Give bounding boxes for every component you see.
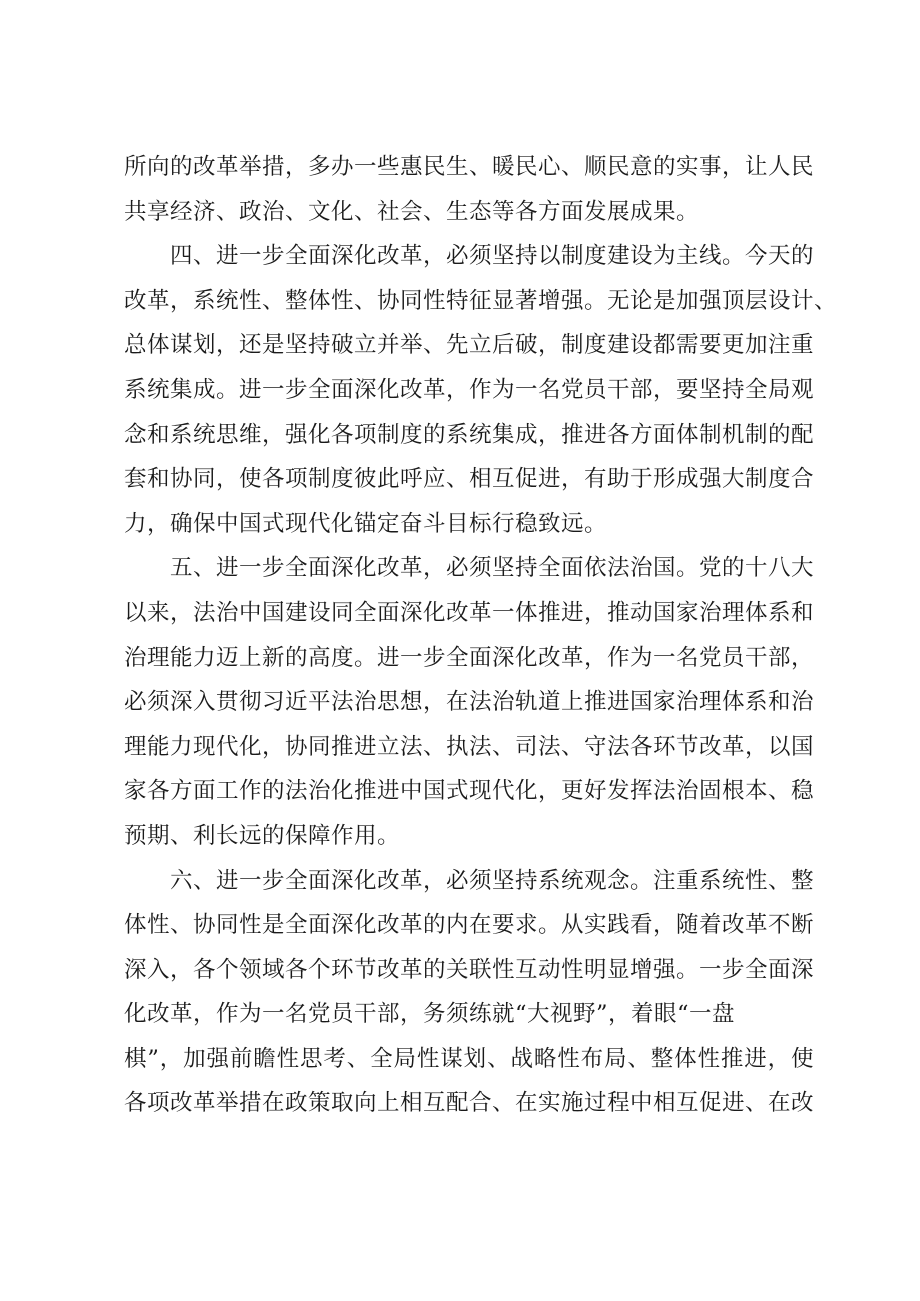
- paragraph-first-line: 五、进一步全面深化改革，必须坚持全面依法治国。党的十八大: [170, 555, 815, 582]
- text-line: 体性、协同性是全面深化改革的内在要求。从实践看，随着改革不断: [124, 912, 815, 939]
- document-body: [124, 145, 838, 1126]
- text-line: 治理能力迈上新的高度。进一步全面深化改革，作为一名党员干部，: [124, 644, 815, 671]
- text-line: 棋”，加强前瞻性思考、全局性谋划、战略性布局、整体性推进，使: [124, 1045, 814, 1072]
- text-line: 家各方面工作的法治化推进中国式现代化，更好发挥法治固根本、稳: [124, 778, 815, 805]
- text-line: 深入，各个领域各个环节改革的关联性互动性明显增强。一步全面深: [124, 956, 815, 983]
- text-line: 共享经济、政治、文化、社会、生态等各方面发展成果。: [124, 198, 700, 225]
- text-line: 所向的改革举措，多办一些惠民生、暖民心、顺民意的实事，让人民: [124, 154, 815, 180]
- text-line: 系统集成。进一步全面深化改革，作为一名党员干部，要坚持全局观: [124, 376, 815, 403]
- text-line: 必须深入贯彻习近平法治思想，在法治轨道上推进国家治理体系和治: [124, 689, 815, 716]
- text-line: 理能力现代化，协同推进立法、执法、司法、守法各环节改革，以国: [124, 733, 815, 760]
- paragraph-first-line: 四、进一步全面深化改革，必须坚持以制度建设为主线。今天的: [170, 243, 815, 270]
- text-line: 总体谋划，还是坚持破立并举、先立后破，制度建设都需要更加注重: [124, 332, 815, 359]
- text-line: 预期、利长远的保障作用。: [124, 822, 401, 849]
- text-line: 套和协同，使各项制度彼此呼应、相互促进，有助于形成强大制度合: [124, 466, 815, 493]
- text-line: 念和系统思维，强化各项制度的系统集成，推进各方面体制机制的配: [124, 421, 815, 448]
- text-line: 力，确保中国式现代化锚定奋斗目标行稳致远。: [124, 510, 608, 537]
- text-line: 各项改革举措在政策取向上相互配合、在实施过程中相互促进、在改: [124, 1090, 815, 1117]
- text-line: 化改革，作为一名党员干部，务须练就“大视野”，着眼“一盘: [124, 1001, 736, 1028]
- text-line: 改革，系统性、整体性、协同性特征显著增强。无论是加强顶层设计、: [124, 287, 838, 314]
- text-line: 以来，法治中国建设同全面深化改革一体推进，推动国家治理体系和: [124, 599, 815, 626]
- paragraph-first-line: 六、进一步全面深化改革，必须坚持系统观念。注重系统性、整: [170, 867, 815, 894]
